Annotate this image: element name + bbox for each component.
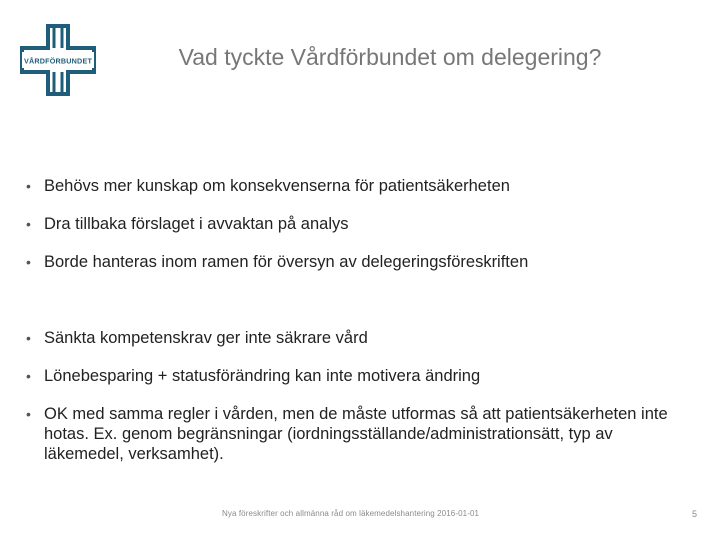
vardforbundet-logo <box>20 24 96 96</box>
bullet-item <box>24 214 694 234</box>
bullet-item <box>24 252 694 272</box>
bullet-text: Behövs mer kunskap om konsekvenserna för patientsäkerheten <box>44 177 510 195</box>
bullet-marker: • <box>26 330 31 346</box>
bullet-marker: • <box>26 254 31 270</box>
slide-title: Vad tyckte Vårdförbundet om delegering? <box>178 44 602 70</box>
bullet-item <box>24 328 694 348</box>
bullet-item <box>24 404 694 464</box>
page-number: 5 <box>692 509 698 519</box>
logo-cross-icon <box>20 24 96 96</box>
footer-text: Nya föreskrifter och allmänna råd om läkemedelshantering 2016-01-01 <box>222 509 480 518</box>
logo-text: VÅRDFÖRBUNDET <box>23 56 93 66</box>
bullet-text: Lönebesparing + statusförändring kan inte motivera ändring <box>44 367 481 385</box>
bullet-item <box>24 176 694 196</box>
slide-footer <box>0 509 720 523</box>
bullet-text: Dra tillbaka förslaget i avvaktan på analys <box>44 215 349 233</box>
bullet-marker: • <box>26 216 31 232</box>
bullet-marker: • <box>26 368 31 384</box>
bullet-marker: • <box>26 178 31 194</box>
bullet-text: Sänkta kompetenskrav ger inte säkrare vård <box>44 329 368 347</box>
bullet-marker: • <box>26 406 31 422</box>
bullet-item <box>24 366 694 386</box>
bullet-text: Borde hanteras inom ramen för översyn av delegeringsföreskriften <box>44 253 529 271</box>
bullet-text: OK med samma regler i vården, men de måste utformas så att patientsäkerheten inte hotas. Ex. genom begränsningar (iordningsställande/administrationsätt, typ av läkemedel, verksamhet). <box>44 405 668 463</box>
